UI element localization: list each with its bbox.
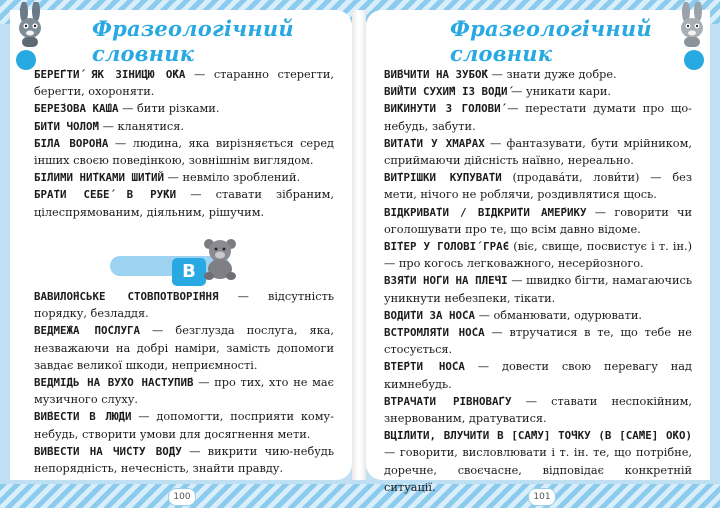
left-page-title: Фразеологічний словник: [92, 16, 294, 66]
entry-headword: ВТЕ́РТИ НО́СА: [384, 360, 465, 374]
entry-headword: ВТРАЧА́ТИ РІВНОВА́ГУ: [384, 394, 512, 408]
page-number-left: 100: [168, 488, 196, 506]
dictionary-entry: [384, 83, 692, 100]
rabbit-icon: [674, 2, 708, 50]
dictionary-entry: [384, 358, 692, 392]
entry-headword: ВИТА́ТИ У ХМА́РАХ: [384, 136, 485, 150]
dictionary-entry: [384, 100, 692, 134]
dictionary-entry: [384, 238, 692, 272]
dictionary-entry: [34, 374, 334, 408]
entry-definition: — ставати зібраним, цілеспрямованим, діяльним, рішучим.: [34, 188, 334, 219]
dictionary-entry: [34, 100, 334, 117]
entry-headword: БРА́ТИ СЕБЕ́ В РУ́КИ: [34, 188, 177, 202]
rabbit-icon: [14, 2, 48, 50]
right-page: [366, 10, 710, 494]
entry-definition: — про тих, хто не має музичного слуху.: [34, 376, 334, 407]
entry-definition: — кланятися.: [99, 119, 184, 133]
entry-headword: ВИ́ВЕСТИ НА ЧИ́СТУ ВО́ДУ: [34, 444, 182, 458]
left-corner-dot: [16, 50, 36, 70]
entry-definition: — уникати кари.: [507, 85, 612, 99]
left-entries-b: [34, 66, 334, 221]
dictionary-entry: [384, 393, 692, 427]
dictionary-entry: [34, 118, 334, 135]
dictionary-entry: [34, 186, 334, 220]
entry-definition: — людина, яка вирізняється серед інших своєю поведінкою, зовнішнім виглядом.: [34, 136, 334, 168]
entry-definition: — говорити чи оголошувати про те, що всім давно відоме.: [384, 205, 692, 236]
entry-headword: ВЕДМЕ́ЖА ПО́СЛУГА: [34, 324, 140, 338]
entry-headword: ВІДКРИВА́ТИ / ВІДКРИ́ТИ АМЕ́РИКУ: [384, 205, 587, 219]
entry-headword: ВИ́ЙТИ СУХИ́М ІЗ ВОДИ́: [384, 85, 508, 99]
book-gutter: [352, 10, 366, 480]
entry-headword: ВИ́ВЧИТИ НА ЗУБО́К: [384, 68, 489, 81]
right-page-title: Фразеологічний словник: [450, 16, 652, 66]
entry-definition: — втручатися в те, що тебе не стосується.: [384, 326, 692, 357]
dictionary-entry: [384, 169, 692, 203]
dictionary-entry: [34, 169, 334, 186]
entry-headword: ВЦІ́ЛИТИ, ВЛУЧИ́ТИ В [СА́МУ] ТО́ЧКУ (В [СА́МЕ] О́КО): [384, 429, 692, 443]
entry-definition: — відсутність порядку, безладдя.: [34, 290, 334, 321]
entry-headword: ВІ́ТЕР У ГОЛОВІ́ ГРА́Є: [384, 240, 510, 254]
entry-definition: — знати дуже добре.: [488, 68, 617, 81]
dictionary-entry: [384, 66, 692, 83]
dictionary-entry: [34, 322, 334, 374]
entry-definition: — бити різками.: [118, 102, 220, 116]
entry-headword: ВИ́ВЕСТИ В ЛЮ́ДИ: [34, 410, 132, 424]
dictionary-entry: [34, 135, 334, 169]
entry-definition: — говорити, висловлювати і т. ін. те, що потрібне, доречне, своєчасне, відповідає конкретній ситуації.: [384, 446, 692, 494]
left-entries-v: [34, 288, 334, 477]
entry-headword: БІ́ЛИМИ НИ́ТКАМИ ШИ́ТИЙ: [34, 171, 165, 185]
entry-headword: ВИ́КИНУТИ З ГОЛОВИ́: [384, 102, 501, 116]
entry-headword: БЕРЕ́ЗОВА КА́ША: [34, 102, 119, 116]
dictionary-entry: [384, 204, 692, 238]
entry-headword: БЕРЕ́ГТИ́ ЯК ЗІНИ́ЦЮ О́КА: [34, 68, 186, 81]
page-number-right: 101: [528, 488, 556, 506]
dictionary-entry: [384, 135, 692, 169]
entry-definition: — обманювати, одурювати.: [475, 308, 642, 322]
dictionary-entry: [384, 272, 692, 306]
entry-definition: — фантазувати, бути мрійником, сприймаючи дійсність наївно, нереально.: [384, 136, 692, 168]
dictionary-entry: [384, 324, 692, 358]
entry-definition: — ставати неспокійним, знервованим, дратуватися.: [384, 394, 692, 426]
right-entries: [384, 66, 692, 496]
entry-headword: БИ́ТИ ЧОЛО́М: [34, 119, 100, 133]
entry-headword: ВАВИЛО́НСЬКЕ СТОВПОТВОРІ́ННЯ: [34, 290, 219, 303]
entry-definition: — викрити чию-небудь непорядність, нечесність, знайти правду.: [34, 444, 334, 476]
dictionary-entry: [34, 288, 334, 322]
dictionary-entry: [34, 443, 334, 477]
dictionary-entry: [34, 66, 334, 100]
dictionary-entry: [384, 307, 692, 324]
entry-headword: ВОДИ́ТИ ЗА НО́СА: [384, 308, 476, 322]
entry-headword: ВСТРОМЛЯ́ТИ НО́СА: [384, 326, 485, 340]
entry-headword: ВИ́ТРІШКИ КУПУВА́ТИ: [384, 171, 502, 185]
entry-definition: — безглузда послуга, яка, незважаючи на добрі наміри, замість допомоги завдає великої шкоди, неприємності.: [34, 324, 334, 372]
entry-definition: — невміло зроблений.: [164, 171, 301, 185]
entry-headword: БІ́ЛА ВОРО́НА: [34, 136, 109, 150]
entry-definition: — перестати думати про що-небудь, забути.: [384, 102, 693, 133]
entry-definition: — швидко бігти, намагаючись уникнути небезпеки, тікати.: [384, 274, 692, 305]
entry-headword: ВЕДМІ́ДЬ НА ВУ́ХО НАСТУПИ́В: [34, 376, 194, 390]
dictionary-entry: [34, 408, 334, 442]
entry-definition: (віє, свище, посвистує і т. ін.) — про когось легковажного, несерйозного.: [384, 240, 692, 271]
section-letter: В: [172, 258, 206, 286]
teddy-bear-icon: [200, 236, 240, 280]
entry-definition: (продава́ти, лови́ти) — без мети, нічого не роблячи, роздивлятися щось.: [384, 171, 692, 202]
entry-headword: ВЗЯ́ТИ НО́ГИ НА ПЛЕ́ЧІ: [384, 274, 508, 288]
dictionary-entry: [384, 427, 692, 496]
left-page: [10, 10, 352, 480]
entry-definition: — допомогти, посприяти кому-небудь, створити умови для досягнення мети.: [34, 410, 334, 441]
entry-definition: — довести свою перевагу над кимнебудь.: [384, 360, 692, 391]
entry-definition: — старанно стерегти, берегти, охороняти.: [34, 68, 334, 99]
